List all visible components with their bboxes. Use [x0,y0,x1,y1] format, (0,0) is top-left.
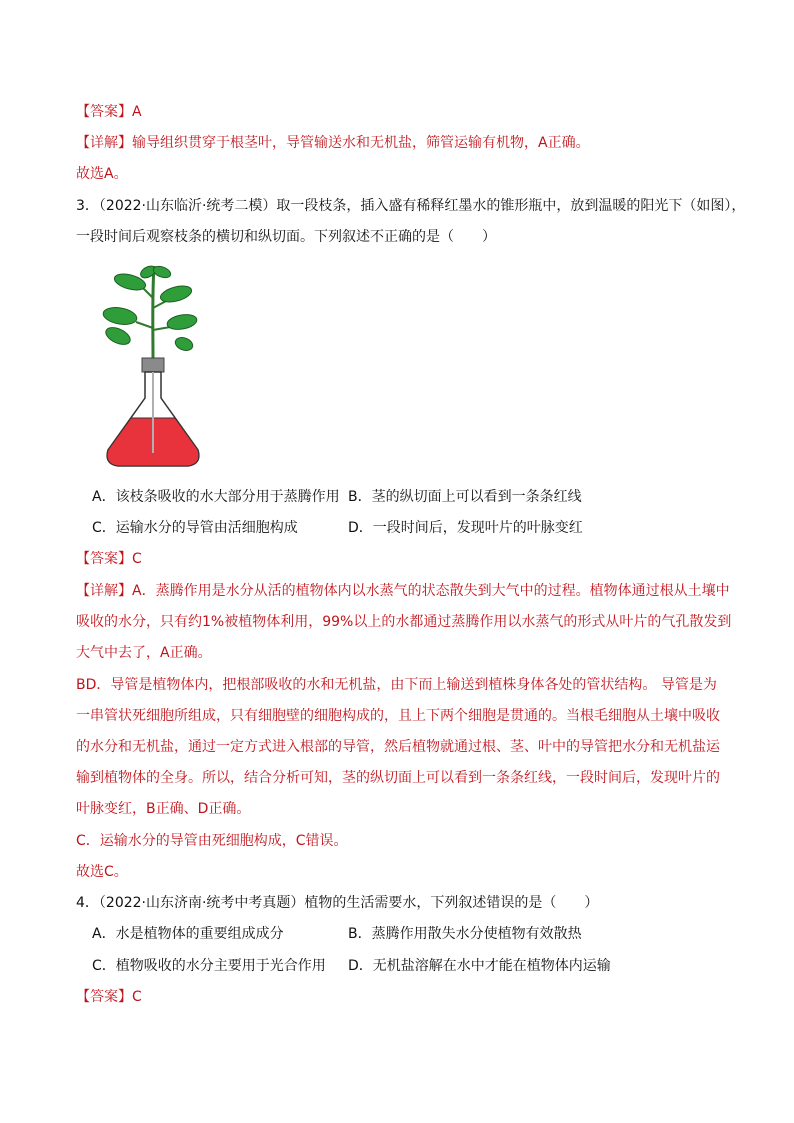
answer-tag: 【答案】 [76,104,132,120]
q3-detail-bd1: BD．导管是植物体内，把根部吸收的水和无机盐，由下而上输送到植株身体各处的管状结构。 导管是为 [76,677,717,693]
q3-detail-bd4: 输到植物体的全身。所以，结合分析可知，茎的纵切面上可以看到一条条红线，一段时间后，发现叶片的 [76,770,720,786]
q2-detail-line [76,134,590,152]
q3-detail-a1 [76,582,730,600]
q3-answer-line [76,550,142,568]
q3-stem-line1: 3．（2022·山东临沂·统考二模）取一段枝条，插入盛有稀释红墨水的锥形瓶中，放到温暖的阳光下（如图）， [76,198,746,214]
detail-tag: 【详解】 [76,135,132,151]
answer-tag: 【答案】 [76,551,132,567]
q2-answer-line [76,103,142,121]
q3-detail-bd5: 叶脉变红，B正确、D正确。 [76,801,251,817]
q3-detail-c: C．运输水分的导管由死细胞构成，C错误。 [76,833,348,849]
answer-value: C [132,989,142,1005]
answer-value: C [132,551,142,567]
q4-stem: 4．（2022·山东济南·统考中考真题）植物的生活需要水，下列叙述错误的是（ ） [76,895,599,911]
q3-detail-bd3: 的水分和无机盐，通过一定方式进入根部的导管，然后植物就通过根、茎、叶中的导管把水分和无机盐运 [76,739,720,755]
q3-stem-line2: 一段时间后观察枝条的横切和纵切面。下列叙述不正确的是（ ） [76,229,496,245]
q3-option-a: A．该枝条吸收的水大部分用于蒸腾作用 [92,489,340,505]
detail-tag: 【详解】 [76,583,132,599]
detail-text: 输导组织贯穿于根茎叶，导管输送水和无机盐，筛管运输有机物，A正确。 [132,135,590,151]
q4-option-b: B．蒸腾作用散失水分使植物有效散热 [348,926,582,942]
q4-option-d: D．无机盐溶解在水中才能在植物体内运输 [348,958,611,974]
q4-option-c: C．植物吸收的水分主要用于光合作用 [92,958,326,974]
q4-answer-line [76,988,142,1006]
q3-option-d: D．一段时间后，发现叶片的叶脉变红 [348,520,583,536]
q2-conclusion: 故选A。 [76,166,128,182]
q3-detail-bd2: 一串管状死细胞所组成，只有细胞壁的细胞构成的，且上下两个细胞是贯通的。当根毛细胞从土壤中吸收 [76,708,720,724]
detail-text: A．蒸腾作用是水分从活的植物体内以水蒸气的状态散失到大气中的过程。植物体通过根从土壤中 [132,583,730,599]
q3-option-c: C．运输水分的导管由活细胞构成 [92,520,298,536]
q3-option-b: B．茎的纵切面上可以看到一条条红线 [348,489,582,505]
answer-tag: 【答案】 [76,989,132,1005]
q3-detail-a2: 吸收的水分，只有约1%被植物体利用，99%以上的水都通过蒸腾作用以水蒸气的形式从叶片的气孔散发到 [76,614,732,630]
q3-detail-a3: 大气中去了，A正确。 [76,645,212,661]
plant-in-flask-figure [96,258,206,474]
q3-conclusion: 故选C。 [76,864,128,880]
q4-option-a: A．水是植物体的重要组成成分 [92,926,284,942]
answer-value: A [132,104,142,120]
